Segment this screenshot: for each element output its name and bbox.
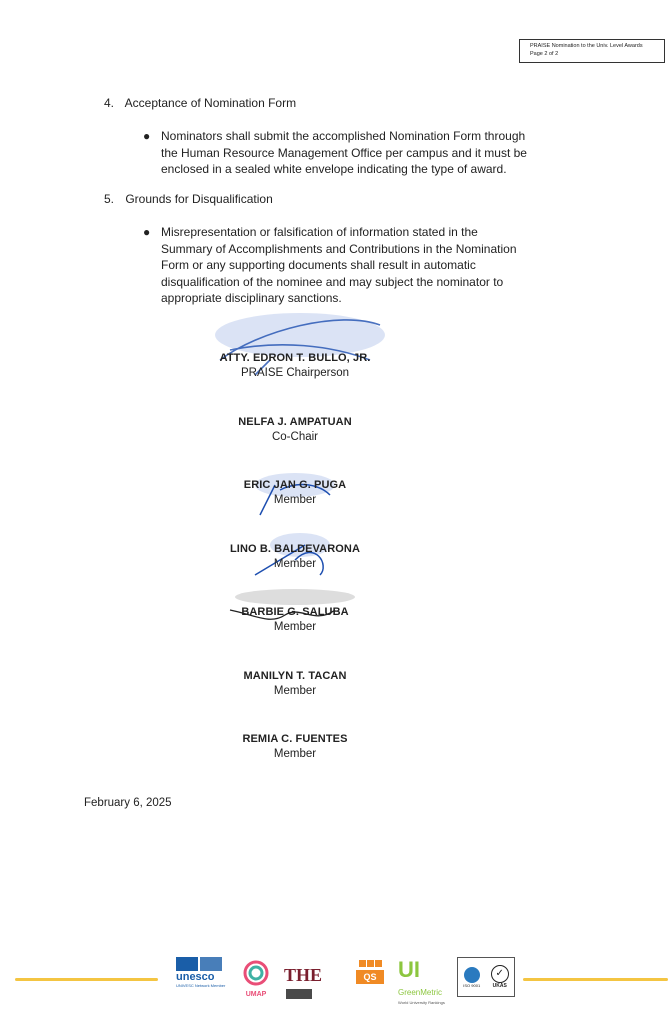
unesco-subtitle: UNIVESC Network Member — [176, 983, 226, 988]
signatory-name: REMIA C. FUENTES — [242, 733, 348, 745]
header-page-number: Page 2 of 2 — [530, 51, 559, 57]
bullet-line: appropriate disciplinary sanctions. — [161, 291, 342, 305]
signatory-role: Member — [273, 558, 317, 570]
bullet-line: Misrepresentation or falsification of information stated in the — [161, 225, 478, 239]
signatory-role: Member — [273, 621, 317, 633]
unesco-wordmark: unesco — [176, 971, 215, 983]
signatory-name: MANILYN T. TACAN — [243, 670, 347, 682]
header-title: PRAISE Nomination to the Univ. Level Awards — [530, 43, 643, 49]
iso-ukas-logo — [457, 957, 515, 997]
bullet-text — [161, 224, 543, 307]
greenmetric-ui: UI — [398, 957, 420, 982]
signatory-name: ATTY. EDRON T. BULLO, JR. — [219, 352, 371, 364]
bullet-icon: ● — [143, 225, 151, 239]
signatory-role: Member — [273, 494, 317, 506]
page-header-box — [519, 39, 665, 63]
umap-flower-icon — [242, 960, 270, 986]
iso-label: ISO 9001 — [463, 982, 481, 988]
bullet-text — [161, 128, 543, 178]
section-5-bullet — [143, 224, 543, 307]
section-heading: Acceptance of Nomination Form — [124, 96, 297, 110]
signatory-name: NELFA J. AMPATUAN — [238, 416, 352, 428]
signatory — [0, 733, 590, 760]
footer-line-right — [523, 978, 668, 981]
bullet-line: Nominators shall submit the accomplished Nomination Form through — [161, 129, 526, 143]
signatory — [0, 352, 590, 379]
umap-wordmark: UMAP — [245, 991, 267, 998]
signatory-name: ERIC JAN G. PUGA — [243, 479, 347, 491]
document-date: February 6, 2025 — [84, 797, 172, 809]
ukas-label: UKAS — [492, 983, 507, 989]
signatory — [0, 670, 590, 697]
umap-logo — [240, 960, 272, 998]
bullet-line: disqualification of the nominee and may subject the nominator to — [161, 274, 504, 289]
section-5-title — [104, 192, 273, 206]
signatory-name: LINO B. BALDEVARONA — [229, 543, 361, 555]
section-number: 5. — [104, 192, 115, 206]
qs-logo — [356, 960, 384, 984]
signatory — [0, 416, 590, 443]
section-number: 4. — [104, 96, 115, 110]
signatory-role: Member — [273, 748, 317, 760]
bullet-line: Summary of Accomplishments and Contributions in the Nomination — [161, 241, 517, 256]
section-heading: Grounds for Disqualification — [125, 192, 273, 206]
qs-wordmark: QS — [356, 970, 384, 984]
signatory-role: Member — [273, 685, 317, 697]
signatory — [0, 606, 590, 633]
unesco-logo — [176, 957, 228, 988]
greenmetric-logo — [398, 958, 450, 1005]
greenmetric-subtitle: World University Rankings — [398, 1000, 445, 1005]
check-icon: ✓ — [491, 965, 509, 983]
section-4-title — [104, 96, 296, 110]
bullet-line: the Human Resource Management Office per campus and it must be — [161, 145, 527, 160]
bullet-icon: ● — [143, 129, 151, 143]
signatory-name: BARBIE G. SALUBA — [241, 606, 349, 618]
signatory-role: Co-Chair — [271, 431, 318, 443]
signatory-role: PRAISE Chairperson — [240, 367, 350, 379]
signatory — [0, 479, 590, 506]
greenmetric-wordmark: GreenMetric — [398, 988, 443, 997]
footer-line-left — [15, 978, 158, 981]
the-wordmark: THE — [284, 965, 323, 985]
section-4-bullet — [143, 128, 543, 178]
bullet-line: Form or any supporting documents shall result in automatic — [161, 258, 476, 272]
the-logo — [284, 965, 344, 1004]
signatory — [0, 543, 590, 570]
bullet-line: enclosed in a sealed white envelope indicating the type of award. — [161, 162, 507, 176]
